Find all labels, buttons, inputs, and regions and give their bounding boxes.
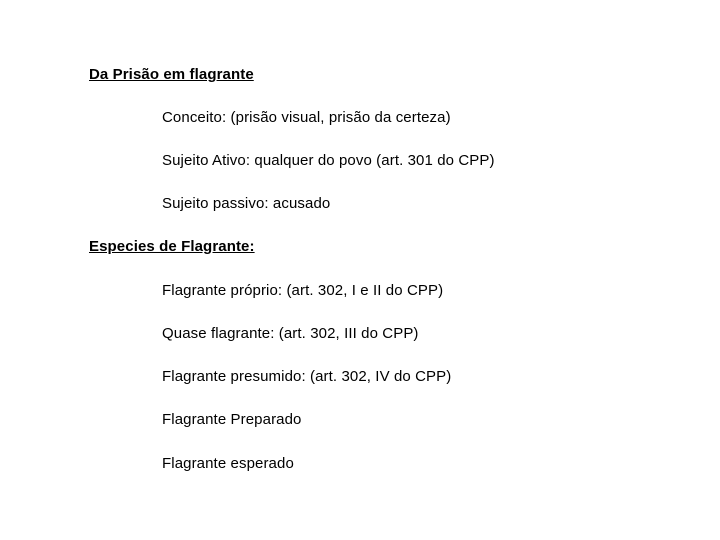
list-item-flagrante-presumido: Flagrante presumido: (art. 302, IV do CPP) (162, 368, 452, 385)
list-item-sujeito-passivo: Sujeito passivo: acusado (162, 195, 331, 212)
list-item-sujeito-ativo: Sujeito Ativo: qualquer do povo (art. 301 do CPP) (162, 152, 495, 169)
list-item-flagrante-proprio: Flagrante próprio: (art. 302, I e II do CPP) (162, 282, 444, 299)
list-item-flagrante-esperado: Flagrante esperado (162, 455, 294, 472)
list-item-quase-flagrante: Quase flagrante: (art. 302, III do CPP) (162, 325, 419, 342)
list-item-flagrante-preparado: Flagrante Preparado (162, 411, 302, 428)
list-item-conceito: Conceito: (prisão visual, prisão da certeza) (162, 109, 451, 126)
section-heading-especies-de-flagrante: Especies de Flagrante: (89, 238, 255, 255)
section-heading-prisao-em-flagrante: Da Prisão em flagrante (89, 66, 254, 83)
